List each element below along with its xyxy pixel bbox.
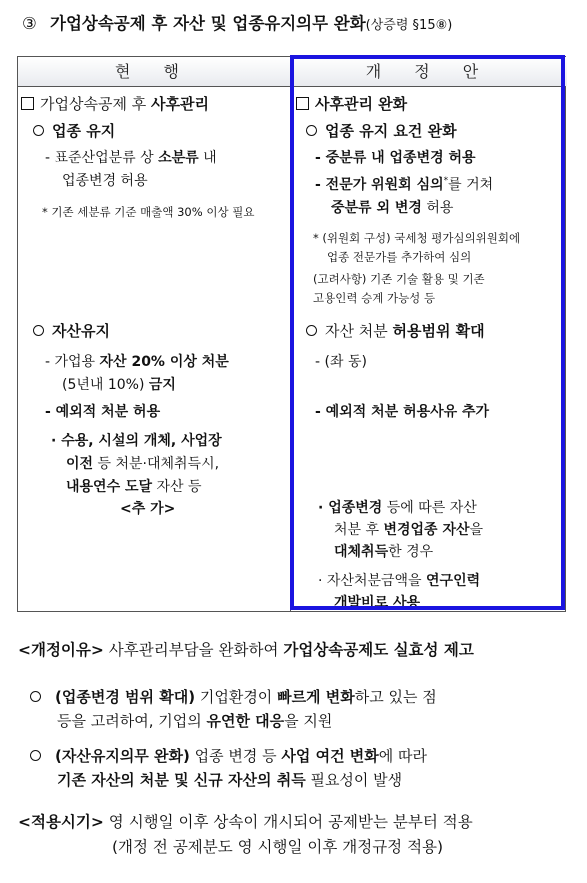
revised-asset-line1: - (좌 동) (315, 354, 367, 370)
revised-note1-line2: 업종 전문가를 추가하여 심의 (327, 250, 472, 264)
current-asset-line2: (5년내 10%) 금지 (62, 377, 176, 393)
circle-bullet-icon (33, 325, 44, 336)
circle-bullet-icon (33, 125, 44, 136)
current-exception-title: - 예외적 처분 허용 (45, 404, 161, 420)
revised-industry-title: 업종 유지 요건 완화 (306, 120, 457, 141)
revised-note1-line1: * (위원회 구성) 국세청 평가심의위원회에 (313, 231, 521, 245)
reason-item2-line2: 기존 자산의 처분 및 신규 자산의 취득 필요성이 발생 (57, 771, 403, 789)
reason-heading: <개정이유> 사후관리부담을 완화하여 가업상속공제도 실효성 제고 (18, 641, 474, 659)
header-current: 현 행 (18, 57, 290, 86)
current-asset-title: 자산유지 (33, 320, 110, 341)
current-exception-line3: 내용연수 도달 자산 등 (66, 479, 202, 495)
apply-line2: (개정 전 공제분도 영 시행일 이후 개정규정 적용) (112, 838, 444, 856)
revised-bullet1-line2: 처분 후 변경업종 자산을 (334, 522, 484, 538)
header-revised: 개 정 안 (291, 57, 567, 86)
apply-label: <적용시기> (18, 813, 104, 831)
revised-asset-title: 자산 처분 허용범위 확대 (306, 320, 485, 341)
revised-exception-title: - 예외적 처분 허용사유 추가 (315, 404, 490, 420)
revised-bullet1-line1: · 업종변경 등에 따른 자산 (318, 500, 477, 516)
current-section-title: 가업상속공제 후 사후관리 (21, 93, 209, 114)
revised-highlight-box (290, 55, 565, 610)
current-industry-line2: 업종변경 허용 (62, 173, 148, 189)
revised-bullet1-line3: 대체취득한 경우 (334, 544, 434, 560)
revised-note2-line2: 고용인력 승계 가능성 등 (313, 291, 436, 305)
revised-industry-line2: - 전문가 위원회 심의*를 거쳐 (315, 176, 494, 193)
revised-industry-line3: 중분류 외 변경 허용 (331, 200, 454, 216)
reason-item1-line2: 등을 고려하여, 기업의 유연한 대응을 지원 (57, 712, 333, 730)
apply-heading: <적용시기> 영 시행일 이후 상속이 개시되어 공제받는 분부터 적용 (18, 813, 473, 831)
current-asset-line1: - 가업용 자산 20% 이상 처분 (45, 354, 229, 370)
current-industry-title: 업종 유지 (33, 120, 115, 141)
checkbox-square-icon (21, 97, 34, 110)
title-reference: (상증령 §15⑧) (365, 18, 453, 33)
revised-section-title: 사후관리 완화 (296, 93, 407, 114)
current-industry-note: * 기존 세분류 기준 매출액 30% 이상 필요 (42, 205, 255, 219)
current-added-label: <추 가> (120, 501, 176, 517)
circle-bullet-icon (30, 691, 41, 702)
circle-bullet-icon (30, 750, 41, 761)
current-industry-line1: - 표준산업분류 상 소분류 내 (45, 150, 217, 166)
current-exception-line1: · 수용, 시설의 개체, 사업장 (51, 433, 222, 449)
title-marker: ③ (22, 14, 37, 33)
revised-industry-line1: - 중분류 내 업종변경 허용 (315, 150, 476, 166)
reason-item1-line1: (업종변경 범위 확대) 기업환경이 빠르게 변화하고 있는 점 (30, 686, 437, 707)
revised-bullet2-line1: · 자산처분금액을 연구인력 (318, 573, 481, 589)
title-text: 가업상속공제 후 자산 및 업종유지의무 완화 (50, 14, 366, 33)
reason-label: <개정이유> (18, 641, 104, 659)
revised-bullet2-line2: 개발비로 사용 (334, 595, 421, 611)
page-title (22, 10, 452, 34)
reason-item2-line1: (자산유지의무 완화) 업종 변경 등 사업 여건 변화에 따라 (30, 745, 427, 766)
current-exception-line2: 이전 등 처분·대체취득시, (66, 456, 220, 472)
revised-note2-line1: (고려사항) 기존 기술 활용 및 기존 (313, 272, 485, 286)
